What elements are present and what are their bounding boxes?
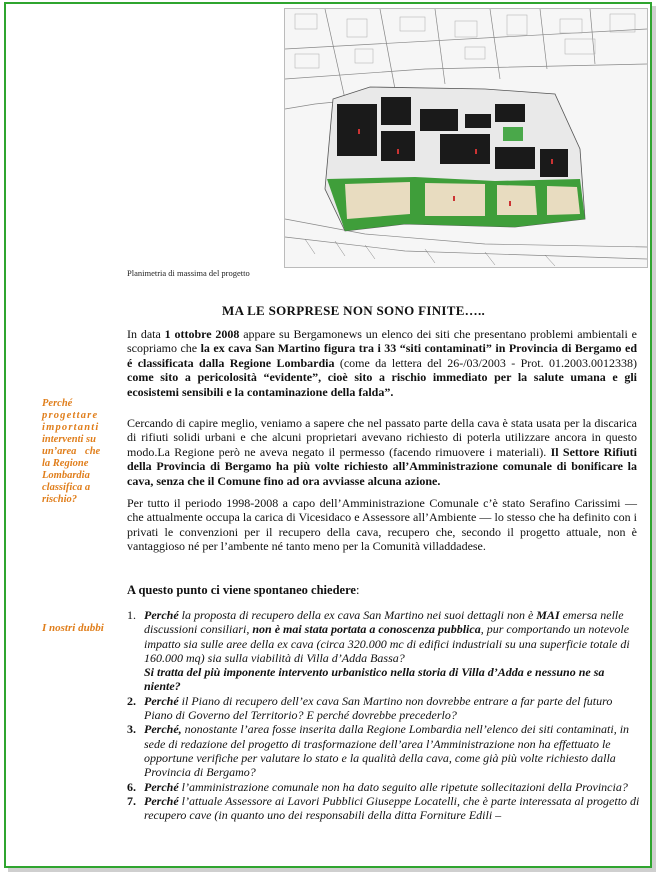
- item-text: l’amministrazione comunale non ha dato seguito alle ripetute sollecitazioni della Provincia?: [178, 779, 628, 794]
- paragraph-2: [127, 416, 637, 488]
- sidenote-line: importanti: [42, 422, 100, 433]
- item-number: 7.: [127, 793, 136, 808]
- site-plan-drawing: [285, 9, 647, 267]
- sidenote-line: classifica a: [42, 482, 91, 493]
- p1-text-1: In data: [127, 327, 165, 341]
- item-number: 1.: [127, 608, 136, 622]
- site-plan-figure: [284, 8, 648, 268]
- sidenote-line: un’area che: [42, 446, 101, 457]
- item-text: nonostante l’area fosse inserita dalla Regione Lombardia nell’elenco dei siti contaminati, in sede di redazione del progetto di trasformazione dell’area l’Amministrazione non ha effettuato le opportune verifiche per valutare lo stato e la qualità della cava, come già più volte richiesto dalla Provincia di Bergamo?: [144, 722, 630, 780]
- figure-caption: Planimetria di massima del progetto: [127, 268, 250, 278]
- item-bold: Perché: [144, 608, 179, 622]
- sidenote-dubbi: I nostri dubbi: [42, 622, 104, 634]
- item-bold: Perché,: [144, 722, 182, 737]
- paragraph-1: [127, 327, 637, 399]
- doubts-list: [127, 608, 640, 822]
- sidenote-line: Perché: [42, 398, 73, 409]
- sidenote-line: progettare: [42, 410, 99, 421]
- item-bold: non è mai stata portata a conoscenza pubblica: [252, 622, 481, 637]
- p2-text-1: Cercando di capire meglio, veniamo a sapere che nel passato parte della cava è stata usata per la discarica di rifiuti solidi urbani e che alcuni proprietari avevano richiesto di poterla utilizzare ancora in questo modo.La Regione però ne aveva negato il permesso (facendo rimuovere i materiali).: [127, 416, 637, 459]
- item-number: 3.: [127, 722, 136, 737]
- question-intro: [127, 583, 359, 598]
- sidenote-line: interventi su: [42, 434, 96, 445]
- item-extra: Si tratta del più imponente intervento urbanistico nella storia di Villa d’Adda e nessuno ne sa niente?: [144, 665, 605, 694]
- item-bold: MAI: [536, 608, 560, 622]
- list-item: [127, 608, 640, 694]
- list-item: [127, 780, 640, 794]
- list-item: [127, 694, 640, 723]
- item-number: 6.: [127, 779, 136, 794]
- item-text: la proposta di recupero della ex cava San Martino nei suoi dettagli non è: [178, 608, 537, 622]
- p2-bold-1: Il Settore Rifiuti della Provincia di Bergamo ha più volte richiesto all’Amministrazione comunale di bonificare la cava, senza che il Comune fino ad ora avviasse alcuna azione.: [127, 444, 638, 488]
- item-bold: Perché: [144, 793, 179, 808]
- p1-text-3: (come da lettera del 26-/03/2003 - Prot. 01.2003.0012338): [334, 355, 637, 370]
- p1-bold-3: come sito a pericolosità “evidente”, cioè sito a rischio immediato per la salute umana e gli ecosistemi sensibili e la contaminazione della falda”.: [127, 370, 637, 399]
- item-text: l’attuale Assessore ai Lavori Pubblici Giuseppe Locatelli, che è parte interessata al progetto di recupero cave (in quanto uno dei responsabili della ditta Forniture Edili –: [144, 793, 640, 823]
- item-text: emersa nelle discussioni consiliari,: [144, 608, 624, 637]
- item-bold: Perché: [144, 693, 179, 708]
- item-bold: Perché: [144, 779, 179, 794]
- section-heading: MA LE SORPRESE NON SONO FINITE…..: [222, 303, 486, 318]
- question-intro-text: A questo punto ci viene spontaneo chiedere: [127, 583, 356, 597]
- sidenote-line: la Regione: [42, 458, 89, 469]
- list-item: [127, 722, 640, 779]
- list-item: [127, 794, 640, 823]
- sidenote-line: Lombardia: [42, 470, 90, 481]
- item-text: il Piano di recupero dell’ex cava San Martino non dovrebbe entrare a far parte del futuro Piano di Governo del Territorio? E perché dovrebbe precederlo?: [144, 693, 613, 723]
- paragraph-3: Per tutto il periodo 1998-2008 a capo dell’Amministrazione Comunale c’è stato Serafino Carissimi — che attualmente occupa la carica di Vicesidaco e Assessore all’Ambiente — lo stesso che ha definito con i privati le convenzioni per il recupero della cava, recupero che, secondo il progetto attuale, non è vantaggioso né per l’ambente né tanto meno per la Comunità villaddadese.: [127, 496, 637, 554]
- sidenote-line: rischio?: [42, 494, 78, 505]
- p1-text-2: appare su Bergamonews un elenco dei siti che presentano problemi ambientali e scopriamo che: [127, 327, 637, 356]
- question-intro-colon: :: [355, 583, 360, 597]
- item-text: , pur comportando un notevole impatto sia sulle aree della ex cava (circa 320.000 mc di edifici industriali su una superficie totale di 160.000 mq) sia sulla viabilità di Villa d’Adda Bassa?: [144, 622, 630, 665]
- sidenote-rischio: [42, 398, 100, 506]
- item-number: 2.: [127, 693, 136, 708]
- p1-date: 1 ottobre 2008: [164, 327, 240, 341]
- p1-bold-2: la ex cava San Martino figura tra i 33 “siti contaminati” in Provincia di Bergamo ed é classificata dalla Regione Lombardia: [127, 341, 637, 370]
